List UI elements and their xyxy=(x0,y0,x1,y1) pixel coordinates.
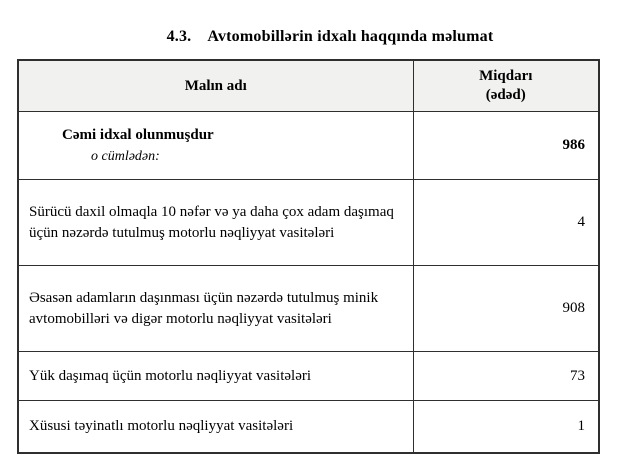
row-value: 908 xyxy=(413,266,599,352)
table-row xyxy=(18,266,599,352)
summary-label: Cəmi idxal olunmuşdur xyxy=(62,126,214,143)
row-value: 4 xyxy=(413,180,599,266)
row-label: Yük daşımaq üçün motorlu nəqliyyat vasitələri xyxy=(18,352,413,401)
table-row xyxy=(18,180,599,266)
column-header-quantity-line1: Miqdarı xyxy=(479,68,533,84)
section-title xyxy=(56,28,604,46)
imports-table xyxy=(17,59,600,454)
row-label: Sürücü daxil olmaqla 10 nəfər və ya daha çox adam daşımaq üçün nəzərdə tutulmuş motorlu nəqliyyat vasitələri xyxy=(18,180,413,266)
column-header-name: Malın adı xyxy=(18,60,413,112)
section-title-text: Avtomobillərin idxalı haqqında məlumat xyxy=(207,28,494,45)
table-row xyxy=(18,401,599,454)
table-header-row xyxy=(18,60,599,112)
table-row xyxy=(18,352,599,401)
row-value: 1 xyxy=(413,401,599,454)
summary-value: 986 xyxy=(413,112,599,180)
summary-sublabel: o cümlədən: xyxy=(91,148,160,164)
row-value: 73 xyxy=(413,352,599,401)
table-row-summary xyxy=(18,112,599,180)
column-header-quantity-line2: (ədəd) xyxy=(485,87,526,103)
document-page xyxy=(0,28,620,450)
summary-label-cell xyxy=(18,112,413,180)
row-label: Xüsusi təyinatlı motorlu nəqliyyat vasitələri xyxy=(18,401,413,454)
section-number: 4.3. xyxy=(166,28,192,45)
column-header-quantity xyxy=(413,60,599,112)
row-label: Əsasən adamların daşınması üçün nəzərdə tutulmuş minik avtomobilləri və digər motorlu nəqliyyat vasitələri xyxy=(18,266,413,352)
